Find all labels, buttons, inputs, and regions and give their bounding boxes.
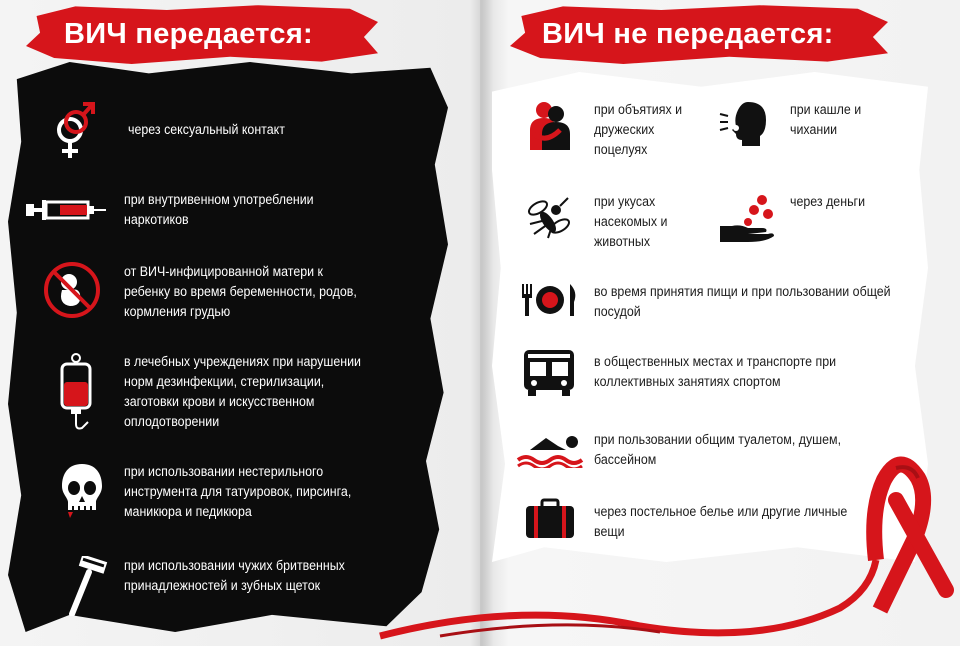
money-hand-icon bbox=[718, 192, 776, 244]
not-transmitted-title: ВИЧ не передается: bbox=[542, 18, 834, 50]
not-transmitted-item-dishes: во время принятия пищи и при пользовании общей посудой bbox=[594, 284, 891, 319]
transmitted-item-razor: при использовании чужих бритвенных принадлежностей и зубных щеток bbox=[124, 558, 345, 593]
not-transmitted-item-linen: через постельное белье или другие личные вещи bbox=[594, 504, 848, 539]
gender-symbol-icon bbox=[50, 100, 98, 162]
not-transmitted-item-insects: при укусах насекомых и животных bbox=[594, 194, 668, 249]
awareness-ribbon-icon bbox=[0, 440, 960, 646]
not-transmitted-item-money: через деньги bbox=[790, 194, 866, 209]
syringe-icon bbox=[26, 196, 106, 222]
not-transmitted-item-cough: при кашле и чихании bbox=[790, 102, 862, 137]
transmitted-item-sexual: через сексуальный контакт bbox=[128, 122, 285, 137]
hug-icon bbox=[526, 100, 572, 152]
transmitted-item-mother: от ВИЧ-инфицированной матери к ребенку во время беременности, родов, кормления грудью bbox=[124, 264, 357, 319]
bus-icon bbox=[522, 348, 576, 398]
transmitted-item-medical: в лечебных учреждениях при нарушении норм дезинфекции, стерилизации, заготовки крови и искусственном оплодотворении bbox=[124, 354, 361, 429]
insect-icon bbox=[524, 194, 572, 242]
cough-icon bbox=[718, 100, 770, 148]
transmitted-item-injection: при внутривенном употреблении наркотиков bbox=[124, 192, 314, 227]
fetus-icon bbox=[42, 260, 102, 320]
not-transmitted-item-pool: при пользовании общим туалетом, душем, бассейном bbox=[594, 432, 842, 467]
blood-bag-icon bbox=[56, 352, 96, 432]
not-transmitted-item-transport: в общественных местах и транспорте при коллективных занятиях спортом bbox=[594, 354, 837, 389]
transmitted-item-tattoo: при использовании нестерильного инструмента для татуировок, пирсинга, маникюра и педикюра bbox=[124, 464, 352, 519]
transmitted-title: ВИЧ передается: bbox=[64, 18, 314, 50]
not-transmitted-item-hugs: при объятиях и дружеских поцелуях bbox=[594, 102, 683, 157]
dishes-icon bbox=[520, 282, 580, 318]
